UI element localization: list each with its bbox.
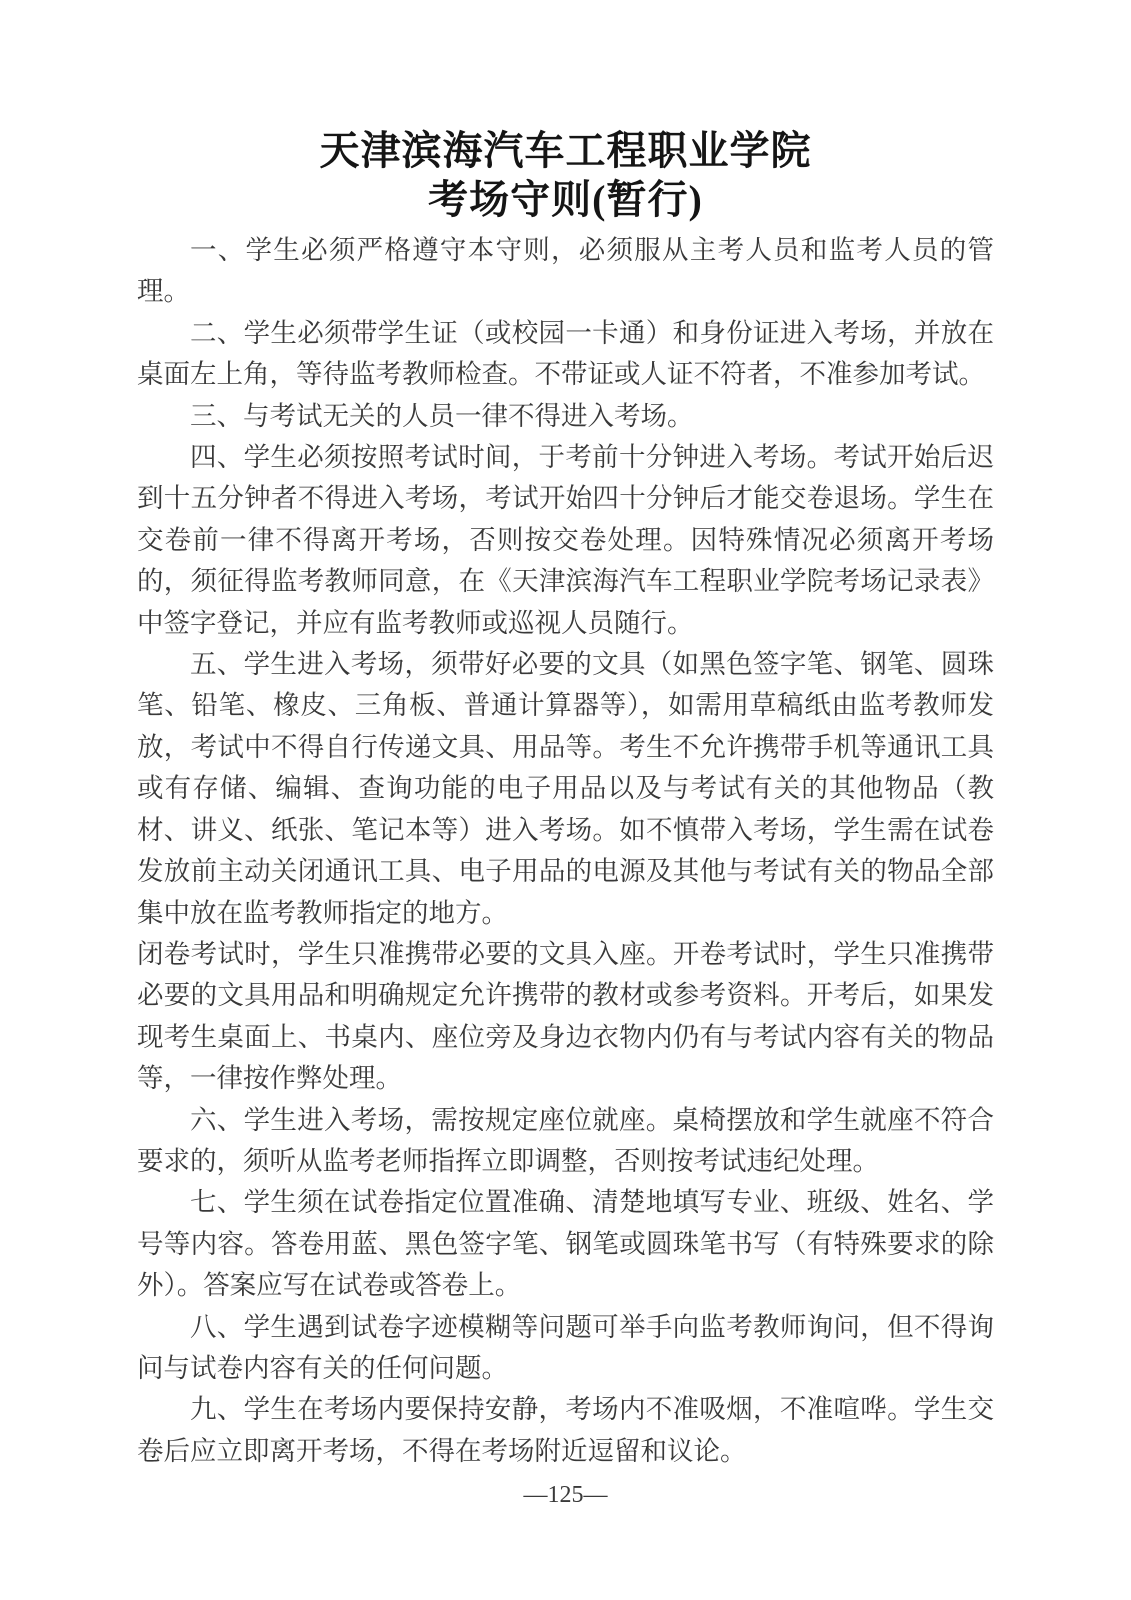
rule-paragraph-7: 七、学生须在试卷指定位置准确、清楚地填写专业、班级、姓名、学号等内容。答卷用蓝、黑色签字笔、钢笔或圆珠笔书写（有特殊要求的除外）。答案应写在试卷或答卷上。 <box>137 1187 994 1301</box>
rule-paragraph-1: 一、学生必须严格遵守本守则，必须服从主考人员和监考人员的管理。 <box>137 235 994 307</box>
rules-list <box>137 230 994 1472</box>
rule-paragraph-closed-book: 闭卷考试时，学生只准携带必要的文具入座。开卷考试时，学生只准携带必要的文具用品和明确规定允许携带的教材或参考资料。开考后，如果发现考生桌面上、书桌内、座位旁及身边衣物内仍有与考试内容有关的物品等，一律按作弊处理。 <box>137 938 994 1094</box>
rule-paragraph-3: 三、与考试无关的人员一律不得进入考场。 <box>190 400 694 431</box>
rule-paragraph-6: 六、学生进入考场，需按规定座位就座。桌椅摆放和学生就座不符合要求的，须听从监考老师指挥立即调整，否则按考试违纪处理。 <box>137 1104 994 1176</box>
rule-paragraph-4: 四、学生必须按照考试时间，于考前十分钟进入考场。考试开始后迟到十五分钟者不得进入考场，考试开始四十分钟后才能交卷退场。学生在交卷前一律不得离开考场，否则按交卷处理。因特殊情况必须离开考场的，须征得监考教师同意，在《天津滨海汽车工程职业学院考场记录表》中签字登记，并应有监考教师或巡视人员随行。 <box>137 442 994 638</box>
rule-paragraph-9: 九、学生在考场内要保持安静，考场内不准吸烟，不准喧哗。学生交卷后应立即离开考场，不得在考场附近逗留和议论。 <box>137 1394 994 1466</box>
rule-paragraph-5: 五、学生进入考场，须带好必要的文具（如黑色签字笔、钢笔、圆珠笔、铅笔、橡皮、三角板、普通计算器等），如需用草稿纸由监考教师发放，考试中不得自行传递文具、用品等。考生不允许携带手机等通讯工具或有存储、编辑、查询功能的电子用品以及与考试有关的其他物品（教材、讲义、纸张、笔记本等）进入考场。如不慎带入考场，学生需在试卷发放前主动关闭通讯工具、电子用品的电源及其他与考试有关的物品全部集中放在监考教师指定的地方。 <box>137 649 994 928</box>
rule-paragraph-2: 二、学生必须带学生证（或校园一卡通）和身份证进入考场，并放在桌面左上角，等待监考教师检查。不带证或人证不符者，不准参加考试。 <box>137 317 994 390</box>
page-number: —125— <box>523 1482 608 1508</box>
document-title-line-2: 考场守则(暂行) <box>428 177 703 222</box>
rule-paragraph-8: 八、学生遇到试卷字迹模糊等问题可举手向监考教师询问，但不得询问与试卷内容有关的任何问题。 <box>137 1311 994 1383</box>
document-title-line-1: 天津滨海汽车工程职业学院 <box>319 128 812 173</box>
document-content <box>137 126 994 1472</box>
document-title <box>137 126 994 224</box>
